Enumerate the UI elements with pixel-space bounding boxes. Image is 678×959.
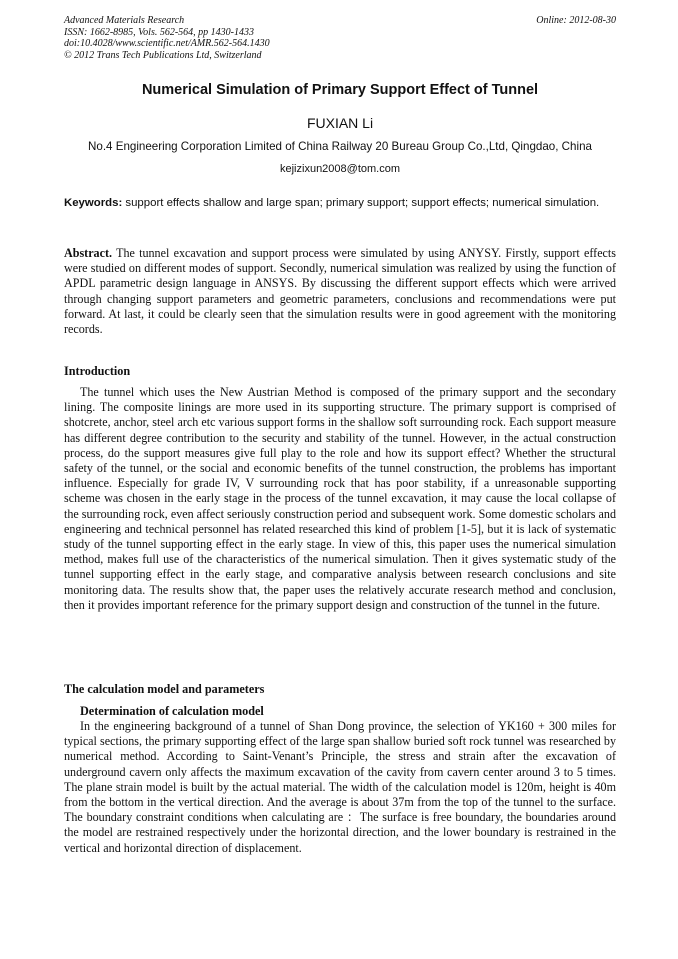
author-name: FUXIAN Li	[306, 115, 374, 131]
section-heading-calculation-model: The calculation model and parameters	[64, 682, 265, 696]
author-affiliation: No.4 Engineering Corporation Limited of China Railway 20 Bureau Group Co.,Ltd, Qingdao, China	[88, 140, 592, 153]
keywords-block	[64, 196, 616, 211]
abstract-text: The tunnel excavation and support process were simulated by using ANYSY. Firstly, support effects were studied on different modes of support. Secondly, numerical simulation was realized by using the function of APDL parametric design language in ANSYS. By discussing the different support effects which were arrived through changing support parameters and geometric parameters, conclusions and recommendations were put forward. At last, it could be clearly seen that the simulation results were in good agreement with the monitoring records.	[64, 246, 616, 337]
subsection-heading-determination: Determination of calculation model	[80, 704, 264, 718]
doi-line: doi:10.4028/www.scientific.net/AMR.562-564.1430	[64, 38, 270, 49]
issn-line: ISSN: 1662-8985, Vols. 562-564, pp 1430-1433	[64, 26, 254, 38]
abstract-block	[64, 246, 616, 337]
keywords-text: support effects shallow and large span; primary support; support effects; numerical simulation.	[125, 197, 600, 209]
introduction-paragraph: The tunnel which uses the New Austrian Method is composed of the primary support and the secondary lining. The composite linings are more used in its supporting structure. The primary support is comprised of shotcrete, anchor, steel arch etc various support forms in the shallow soft surrounding rock. Each support measure has different degree contribution to the security and stability of the tunnel. However, in the actual construction process, do the support measures give full play to the role and how its support effect? Whether the structural safety of the tunnel, or the social and economic benefits of the tunnel construction, the problems has important influence. Especially for grade IV, V surrounding rock that has poor stability, if a unreasonable supporting scheme was chosen in the early stage in the process of the tunnel excavation, it may cause the local collapse of the surrounding rock, even affect seriously construction period and subsequent work. Some domestic scholars and engineering and technical personnel has related researched this kind of problem [1-5], but it is lack of systematic study of the tunnel supporting effect in the early stage. In view of this, this paper uses the numerical simulation method, makes full use of the characteristics of the numerical simulation. Then it gives systematic study of the tunnel supporting effect in the early stage, and comparative analysis between research conclusions and site monitoring data. The results show that, the paper uses the relatively accurate research method and conclusion, then it provides important reference for the primary support design and construction of the tunnel in the future.	[64, 385, 616, 612]
calculation-model-paragraph: In the engineering background of a tunnel of Shan Dong province, the selection of YK160 + 300 miles for typical sections, the primary supporting effect of the large span shallow buried soft rock tunnel was researched by numerical method. According to Saint-Venant’s Principle, the stress and strain after the excavation of underground cavern only affects the maximum excavation of the cavity from cavern center around 3 to 5 times. The plane strain model is built by the actual material. The width of the calculation model is 120m, height is 40m from the bottom in the vertical direction. And the average is about 37m from the top of the tunnel to the surface. The boundary constraint conditions when calculating are ：The surface is free boundary, the boundaries around the model are restrained respectively under the horizontal direction, and the lower boundary is restrained in the vertical and horizontal direction of displacement.	[64, 719, 616, 855]
online-date: Online: 2012-08-30	[536, 15, 616, 26]
journal-name: Advanced Materials Research	[64, 15, 185, 26]
journal-header	[64, 15, 616, 61]
abstract-label: Abstract.	[64, 246, 113, 260]
author-email: kejizixun2008@tom.com	[280, 163, 400, 175]
introduction-heading: Introduction	[64, 364, 131, 378]
paper-title: Numerical Simulation of Primary Support Effect of Tunnel	[141, 82, 539, 98]
copyright-line: © 2012 Trans Tech Publications Ltd, Switzerland	[64, 49, 262, 61]
keywords-label: Keywords:	[64, 197, 123, 209]
